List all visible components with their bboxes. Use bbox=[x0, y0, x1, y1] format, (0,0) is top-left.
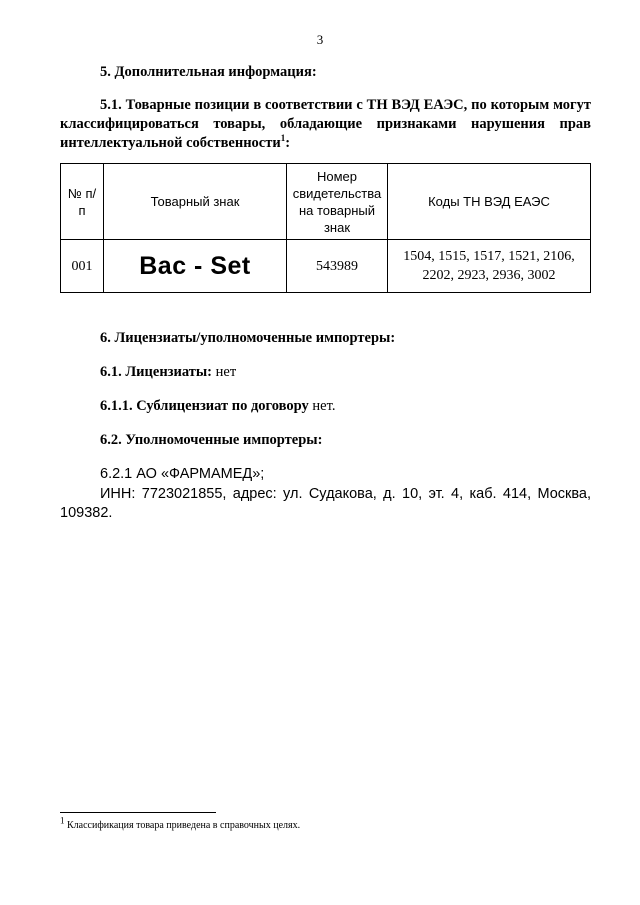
cell-number: 001 bbox=[61, 240, 104, 293]
section-6-2-heading: 6.2. Уполномоченные импортеры: bbox=[100, 432, 323, 448]
footnote-divider bbox=[60, 812, 216, 813]
importer-name: 6.2.1 АО «ФАРМАМЕД»; bbox=[100, 466, 265, 482]
header-trademark: Товарный знак bbox=[104, 164, 287, 240]
footnote bbox=[60, 815, 301, 831]
table-row bbox=[61, 240, 591, 293]
section-5-1-text: 5.1. Товарные позиции в соответствии с ТН ВЭД ЕАЭС, по которым могут классифицироваться товары, обладающие признаками нарушения прав интеллектуальной собственности bbox=[60, 97, 591, 151]
importer-details: ИНН: 7723021855, адрес: ул. Судакова, д. 10, эт. 4, каб. 414, Москва, 109382. bbox=[60, 486, 591, 521]
section-6-1-line bbox=[100, 364, 236, 381]
cell-certificate: 543989 bbox=[287, 240, 388, 293]
table-header-row bbox=[61, 164, 591, 240]
trademark-logo: Bac - Set bbox=[104, 240, 287, 293]
header-codes: Коды ТН ВЭД ЕАЭС bbox=[388, 164, 591, 240]
licensees-value: нет bbox=[212, 364, 237, 380]
footnote-text: Классификация товара приведена в справочных целях. bbox=[64, 820, 301, 831]
trademark-table bbox=[60, 163, 591, 293]
footnote-reference: 1 bbox=[280, 133, 286, 144]
header-certificate: Номер свидетельства на товарный знак bbox=[287, 164, 388, 240]
sublicensee-label: 6.1.1. Сублицензиат по договору bbox=[100, 398, 309, 414]
footnote-marker: 1 bbox=[60, 815, 65, 826]
section-6-1-1-line bbox=[100, 398, 335, 415]
page-number: 3 bbox=[316, 32, 324, 47]
section-5-1-colon: : bbox=[285, 135, 291, 151]
section-6-heading: 6. Лицензиаты/уполномоченные импортеры: bbox=[100, 330, 396, 346]
header-number: № п/п bbox=[61, 164, 104, 240]
licensees-label: 6.1. Лицензиаты: bbox=[100, 364, 213, 380]
section-5-heading: 5. Дополнительная информация: bbox=[100, 64, 317, 80]
sublicensee-value: нет. bbox=[308, 398, 336, 414]
section-5-1-heading bbox=[60, 96, 591, 153]
cell-codes: 1504, 1515, 1517, 1521, 2106, 2202, 2923, 2936, 3002 bbox=[388, 240, 591, 293]
